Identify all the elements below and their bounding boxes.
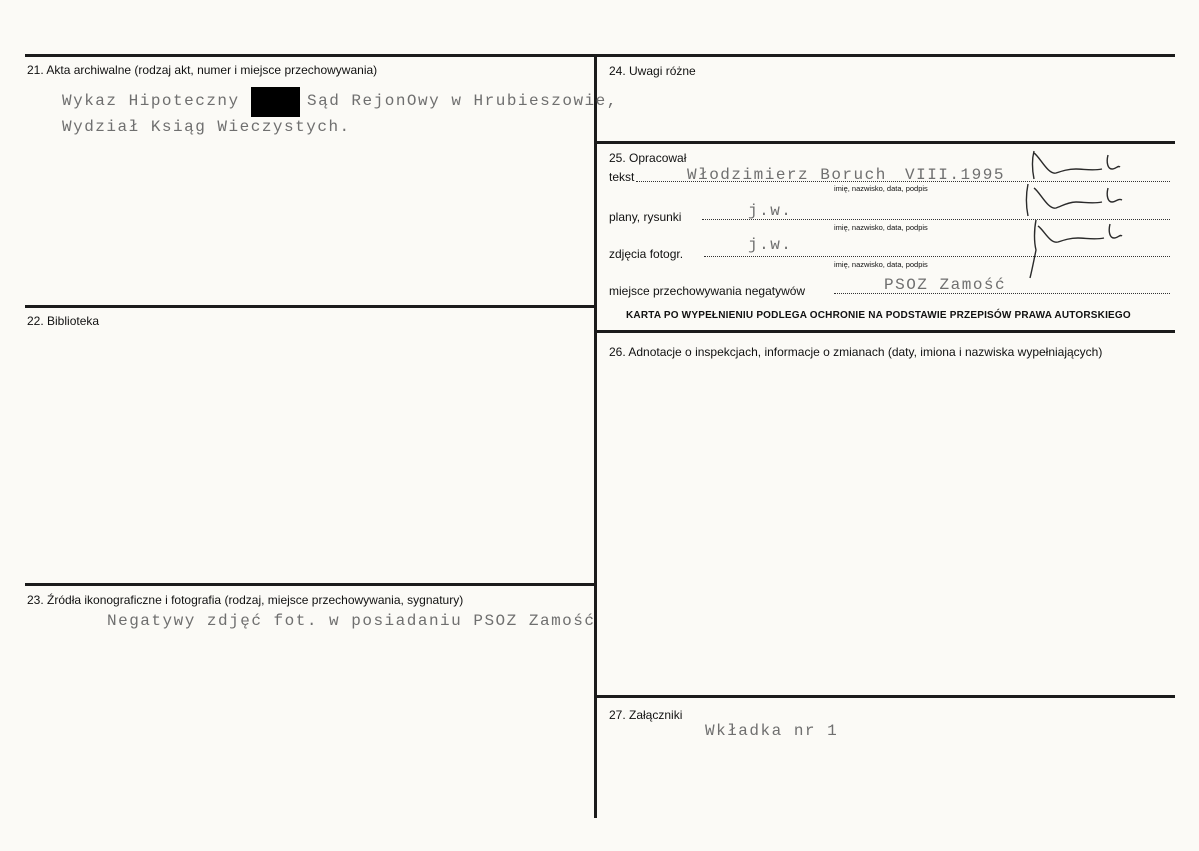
divider-22-23: [25, 583, 597, 586]
redaction-block: [251, 87, 300, 117]
zdjecia-label: zdjęcia fotogr.: [609, 247, 684, 261]
top-rule: [25, 54, 1175, 57]
copyright-notice: KARTA PO WYPEŁNIENIU PODLEGA OCHRONIE NA PODSTAWIE PRZEPISÓW PRAWA AUTORSKIEGO: [626, 310, 1131, 321]
section-23-text: Negatywy zdjęć fot. w posiadaniu PSOZ Zamość: [107, 612, 596, 630]
tekst-author: Włodzimierz Boruch: [687, 166, 887, 184]
section-23-title: 23. Źródła ikonograficzne i fotografia (rodzaj, miejsce przechowywania, sygnatury): [27, 593, 464, 607]
section-27-title: 27. Załączniki: [609, 708, 683, 722]
section-21-text-line1a: Wykaz Hipoteczny: [62, 92, 240, 110]
tekst-label: tekst: [609, 170, 635, 184]
negatywy-label: miejsce przechowywania negatywów: [609, 284, 806, 298]
section-24-title: 24. Uwagi różne: [609, 64, 696, 78]
divider-21-22: [25, 305, 597, 308]
plany-value: j.w.: [748, 202, 793, 220]
section-21-title: 21. Akta archiwalne (rodzaj akt, numer i miejsce przechowywania): [27, 63, 378, 77]
section-21-text-line2: Wydział Ksiąg Wieczystych.: [62, 118, 351, 136]
zdjecia-caption: imię, nazwisko, data, podpis: [834, 260, 928, 269]
signature-3-icon: [1020, 216, 1130, 282]
tekst-caption: imię, nazwisko, data, podpis: [834, 184, 928, 193]
section-27-value: Wkładka nr 1: [705, 722, 839, 740]
negatywy-value: PSOZ Zamość: [884, 276, 1007, 294]
section-22-title: 22. Biblioteka: [27, 314, 100, 328]
divider-25-26: [597, 330, 1175, 333]
plany-caption: imię, nazwisko, data, podpis: [834, 223, 928, 232]
section-21-text-line1b: Sąd RejonOwy w Hrubieszowie,: [307, 92, 618, 110]
section-26-title: 26. Adnotacje o inspekcjach, informacje o zmianach (daty, imiona i nazwiska wypełniających): [609, 345, 1103, 359]
divider-26-27: [597, 695, 1175, 698]
center-divider: [594, 54, 597, 818]
divider-24-25: [597, 141, 1175, 144]
signature-2-icon: [1020, 180, 1130, 220]
section-25-title: 25. Opracował: [609, 151, 687, 165]
tekst-date: VIII.1995: [905, 166, 1005, 184]
zdjecia-value: j.w.: [748, 236, 793, 254]
plany-label: plany, rysunki: [609, 210, 682, 224]
